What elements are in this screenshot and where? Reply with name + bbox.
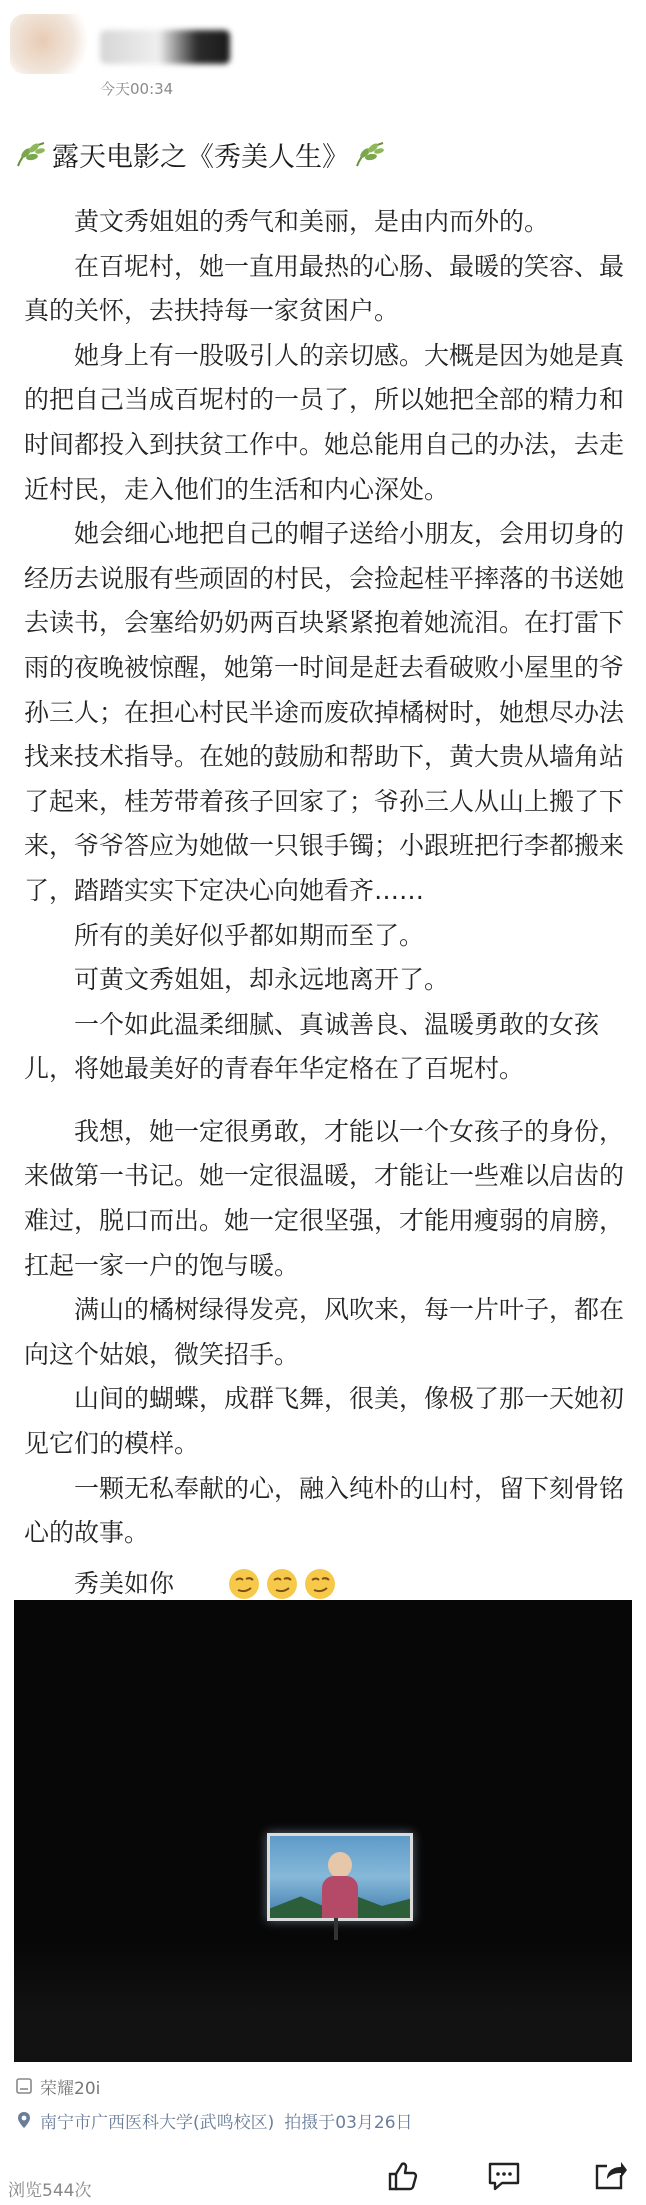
paragraph: 我想，她一定很勇敢，才能以一个女孩子的身份，来做第一书记。她一定很温暖，才能让一些难以启齿的难过，脱口而出。她一定很坚强，才能用瘦弱的肩膀，扛起一家一户的饱与暖。 [24,1116,625,1280]
action-bar [0,2158,646,2202]
post-title [14,134,634,174]
paragraph: 一个如此温柔细腻、真诚善良、温暖勇敢的女孩儿，将她最美好的青春年华定格在了百坭村。 [24,1009,600,1084]
paragraph: 她身上有一股吸引人的亲切感。大概是因为她是真的把自己当成百坭村的一员了，所以她把全部的精力和时间都投入到扶贫工作中。她总能用自己的办法，去走近村民，走入他们的生活和内心深处。 [24,340,625,504]
avatar[interactable] [10,14,90,74]
smirk-emoji-icon [252,1566,288,1602]
paragraph: 她会细心地把自己的帽子送给小朋友，会用切身的经历去说服有些顽固的村民，会捡起桂平摔落的书送她去读书，会塞给奶奶两百块紧紧抱着她流泪。在打雷下雨的夜晚被惊醒，她第一时间是赶去看破败小屋里的爷孙三人；在担心村民半途而废砍掉橘树时，她想尽办法找来技术指导。在她的鼓励和帮助下，黄大贵从墙角站了起来，桂芳带着孩子回家了；爷孙三人从山上搬了下来，爷爷答应为她做一只银手镯；小跟班把行李都搬来了，踏踏实实下定决心向她看齐…… [24,519,625,905]
like-button[interactable] [382,2158,422,2198]
paragraph: 可黄文秀姐姐，却永远地离开了。 [74,965,450,995]
post-timestamp: 今天00:34 [100,80,174,98]
location-pin-icon [14,2110,34,2130]
like-icon [385,2159,419,2197]
leaf-icon [353,139,387,169]
view-count: 浏览544次 [8,2181,92,2201]
screen-figure [322,1876,358,1918]
screen-face [328,1852,352,1878]
outdoor-movie-screen [267,1833,413,1921]
smirk-emoji-icon [214,1566,250,1602]
paragraph: 在百坭村，她一直用最热的心肠、最暖的笑容、最真的关怀，去扶持每一家贫困户。 [24,251,625,326]
share-icon [593,2159,627,2197]
screen-stand [334,1918,338,1940]
location-name[interactable]: 南宁市广西医科大学(武鸣校区) [40,2112,275,2133]
paragraph: 黄文秀姐姐的秀气和美丽，是由内而外的。 [74,207,550,236]
signoff-text: 秀美如你 [74,1568,175,1598]
phone-icon [14,2076,34,2096]
paragraph: 一颗无私奉献的心，融入纯朴的山村，留下刻骨铭心的故事。 [24,1473,625,1548]
photo-time: 拍摄于03月26日 [284,2112,413,2133]
smirk-emoji-icon [176,1566,212,1602]
post-body [24,200,624,1653]
comment-button[interactable] [484,2158,524,2198]
author-name-redacted[interactable] [100,30,230,64]
leaf-icon [14,139,48,169]
share-button[interactable] [590,2158,630,2198]
paragraph: 山间的蝴蝶，成群飞舞，很美，像极了那一天她初见它们的模样。 [24,1384,625,1459]
paragraph: 满山的橘树绿得发亮，风吹来，每一片叶子，都在向这个姑娘，微笑招手。 [24,1295,625,1369]
audience-silhouette [14,1942,632,2062]
comment-icon [487,2159,521,2197]
post-title-text: 露天电影之《秀美人生》 [52,141,349,173]
post-header [0,0,646,110]
paragraph: 所有的美好似乎都如期而至了。 [74,920,425,950]
location-info[interactable] [14,2106,413,2134]
device-info [14,2072,100,2100]
device-name: 荣耀20i [40,2078,101,2099]
post-photo[interactable] [14,1600,632,2062]
